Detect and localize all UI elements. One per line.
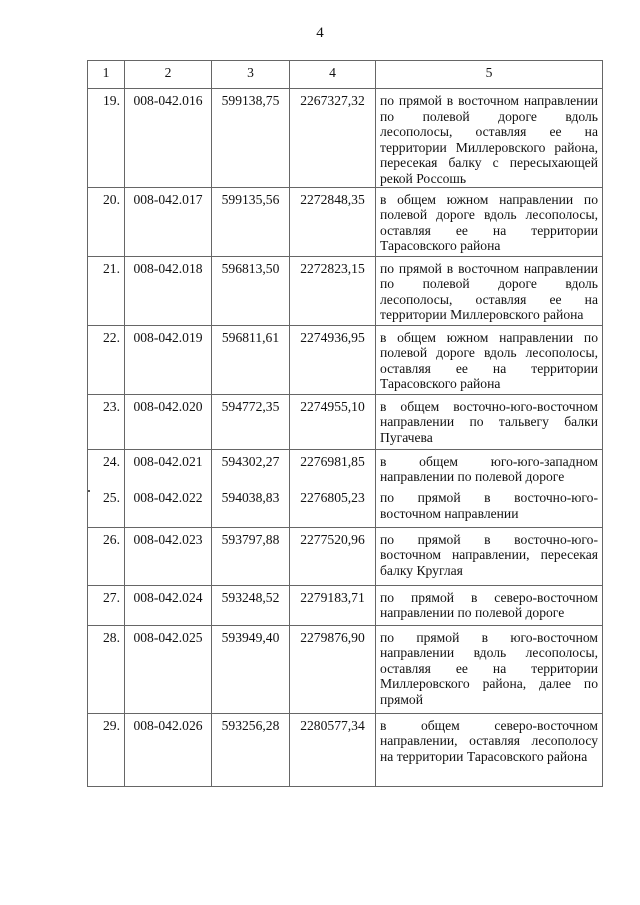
column-header-3: 3 xyxy=(212,61,290,89)
y-coordinate: 2279876,90 xyxy=(290,625,376,713)
x-coordinate: 594038,83 xyxy=(212,486,290,527)
page-number: 4 xyxy=(316,25,324,41)
table-row xyxy=(88,486,603,527)
column-header-5: 5 xyxy=(376,61,603,89)
table-row xyxy=(88,449,603,486)
y-coordinate: 2274955,10 xyxy=(290,394,376,449)
point-number: 28. xyxy=(88,625,125,713)
table-row xyxy=(88,713,603,786)
y-coordinate: 2276805,23 xyxy=(290,486,376,527)
point-number: 27. xyxy=(88,585,125,625)
point-number: 22. xyxy=(88,325,125,394)
y-coordinate: 2276981,85 xyxy=(290,449,376,486)
point-number: 29. xyxy=(88,713,125,786)
point-code: 008-042.022 xyxy=(125,486,212,527)
x-coordinate: 593797,88 xyxy=(212,527,290,585)
boundary-description: по прямой в северо-восточном направлении по полевой дороге xyxy=(376,585,603,625)
table-row xyxy=(88,585,603,625)
point-code: 008-042.026 xyxy=(125,713,212,786)
boundary-description: в общем южном направлении по полевой дороге вдоль лесополосы, оставляя ее на территории Тарасовского района xyxy=(376,187,603,256)
point-number: 25. xyxy=(88,486,125,527)
point-code: 008-042.018 xyxy=(125,256,212,325)
scan-speck xyxy=(88,490,90,492)
x-coordinate: 596813,50 xyxy=(212,256,290,325)
y-coordinate: 2277520,96 xyxy=(290,527,376,585)
point-code: 008-042.025 xyxy=(125,625,212,713)
boundary-description: по прямой в восточно-юго-восточном направлении xyxy=(376,486,603,527)
table-row xyxy=(88,527,603,585)
point-number: 26. xyxy=(88,527,125,585)
boundary-points-table xyxy=(87,60,603,787)
boundary-description: по прямой в восточном направлении по полевой дороге вдоль лесополосы, оставляя ее на территории Миллеровского района, пересекая балку с пересыхающей рекой Россошь xyxy=(376,89,603,188)
boundary-description: в общем южном направлении по полевой дороге вдоль лесополосы, оставляя ее на территории Тарасовского района xyxy=(376,325,603,394)
table-row xyxy=(88,256,603,325)
table-row xyxy=(88,394,603,449)
point-code: 008-042.017 xyxy=(125,187,212,256)
boundary-description: в общем северо-восточном направлении, оставляя лесополосу на территории Тарасовского района xyxy=(376,713,603,786)
table-row xyxy=(88,625,603,713)
y-coordinate: 2272848,35 xyxy=(290,187,376,256)
point-code: 008-042.019 xyxy=(125,325,212,394)
point-code: 008-042.024 xyxy=(125,585,212,625)
column-header-4: 4 xyxy=(290,61,376,89)
y-coordinate: 2272823,15 xyxy=(290,256,376,325)
x-coordinate: 593949,40 xyxy=(212,625,290,713)
column-header-1: 1 xyxy=(88,61,125,89)
boundary-description: по прямой в юго-восточном направлении вдоль лесополосы, оставляя ее на территории Миллеровского района, далее по прямой xyxy=(376,625,603,713)
point-number: 21. xyxy=(88,256,125,325)
point-code: 008-042.023 xyxy=(125,527,212,585)
point-number: 23. xyxy=(88,394,125,449)
x-coordinate: 596811,61 xyxy=(212,325,290,394)
boundary-description: по прямой в восточно-юго-восточном направлении, пересекая балку Круглая xyxy=(376,527,603,585)
x-coordinate: 594772,35 xyxy=(212,394,290,449)
y-coordinate: 2267327,32 xyxy=(290,89,376,188)
x-coordinate: 599138,75 xyxy=(212,89,290,188)
y-coordinate: 2274936,95 xyxy=(290,325,376,394)
table-row xyxy=(88,187,603,256)
y-coordinate: 2280577,34 xyxy=(290,713,376,786)
x-coordinate: 593256,28 xyxy=(212,713,290,786)
table-header-row xyxy=(88,61,603,89)
point-code: 008-042.016 xyxy=(125,89,212,188)
point-number: 24. xyxy=(88,449,125,486)
x-coordinate: 599135,56 xyxy=(212,187,290,256)
column-header-2: 2 xyxy=(125,61,212,89)
point-number: 20. xyxy=(88,187,125,256)
point-code: 008-042.021 xyxy=(125,449,212,486)
y-coordinate: 2279183,71 xyxy=(290,585,376,625)
boundary-description: в общем юго-юго-западном направлении по полевой дороге xyxy=(376,449,603,486)
boundary-description: в общем восточно-юго-восточном направлении по тальвегу балки Пугачева xyxy=(376,394,603,449)
point-number: 19. xyxy=(88,89,125,188)
x-coordinate: 594302,27 xyxy=(212,449,290,486)
boundary-description: по прямой в восточном направлении по полевой дороге вдоль лесополосы, оставляя ее на территории Миллеровского района xyxy=(376,256,603,325)
table-row xyxy=(88,325,603,394)
point-code: 008-042.020 xyxy=(125,394,212,449)
x-coordinate: 593248,52 xyxy=(212,585,290,625)
table-row xyxy=(88,89,603,188)
